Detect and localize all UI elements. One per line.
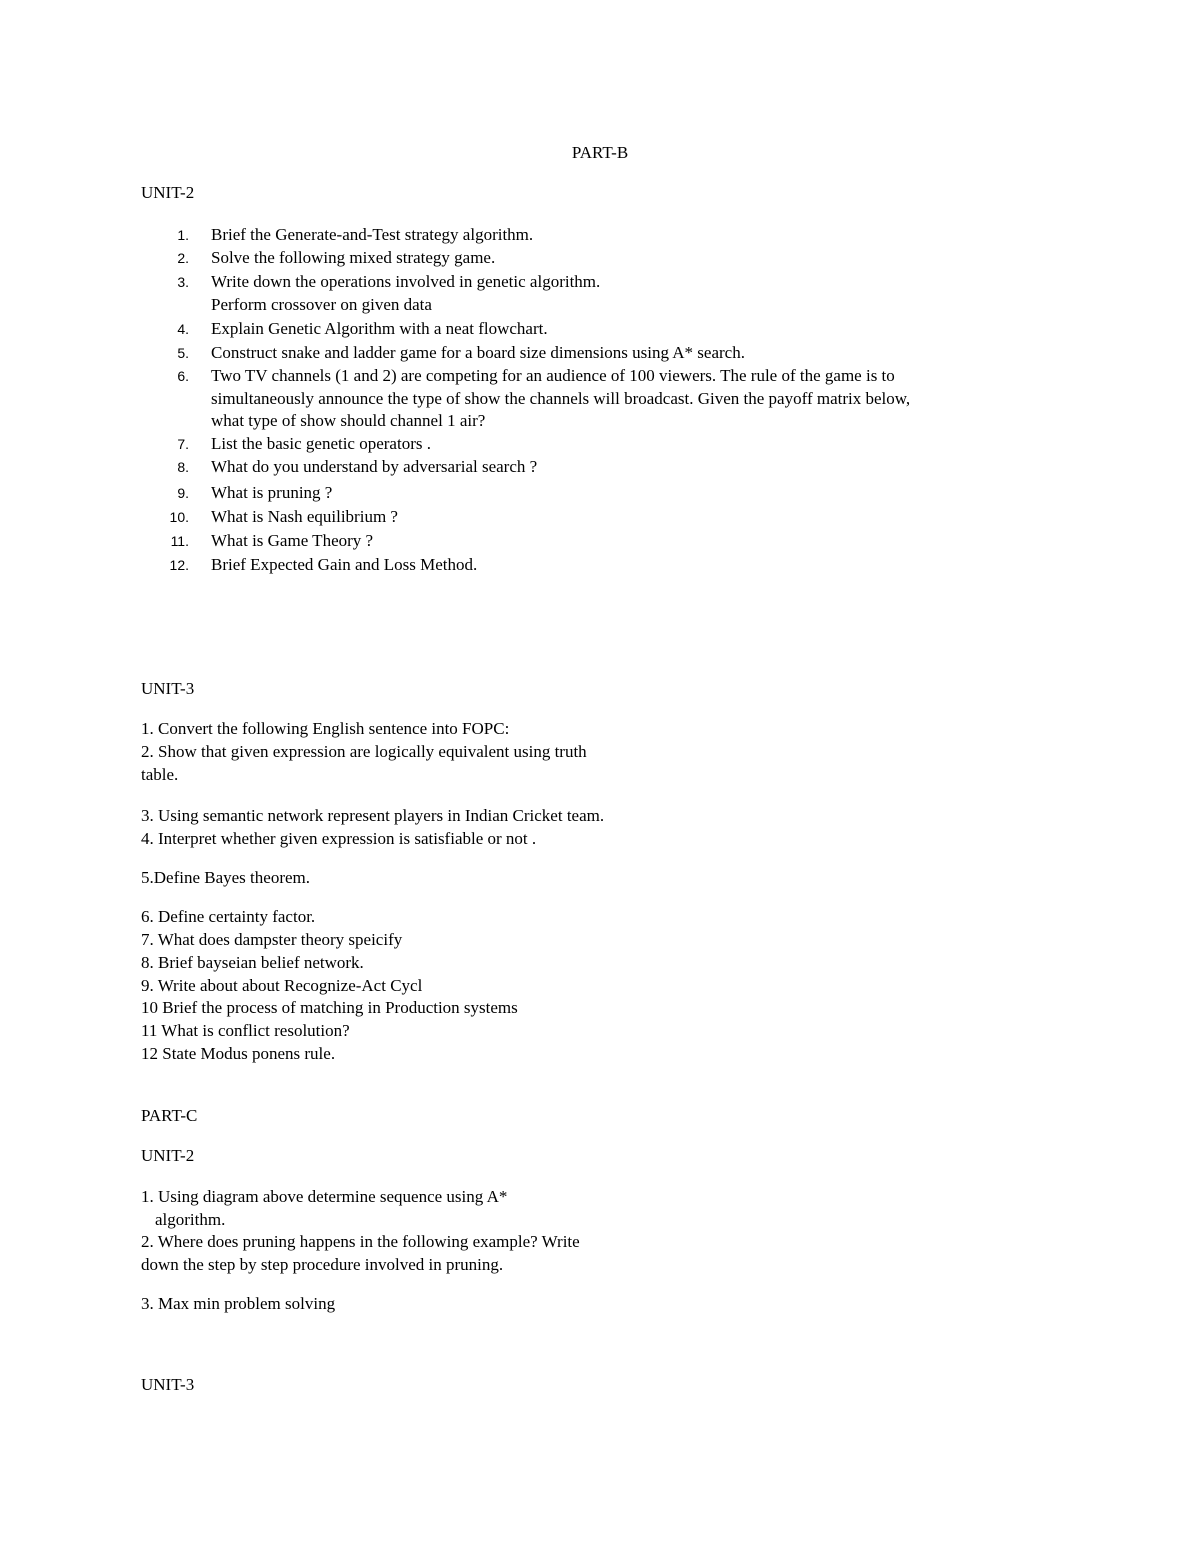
question-line: 7. What does dampster theory speicify	[141, 930, 403, 949]
question-line: table.	[141, 765, 179, 784]
list-number: 2.	[177, 250, 189, 266]
question-line: 3. Max min problem solving	[141, 1294, 336, 1313]
list-item: What is Nash equilibrium ?	[211, 507, 398, 526]
list-item: What do you understand by adversarial search ?	[211, 457, 538, 476]
list-item: What is Game Theory ?	[211, 531, 374, 550]
list-item-continuation: Perform crossover on given data	[211, 295, 432, 314]
list-number: 3.	[177, 274, 189, 290]
question-line: 2. Where does pruning happens in the following example? Write	[141, 1232, 580, 1251]
part-c-unit2-heading: UNIT-2	[141, 1146, 195, 1165]
question-line: 3. Using semantic network represent players in Indian Cricket team.	[141, 806, 605, 825]
question-line: 6. Define certainty factor.	[141, 907, 316, 926]
list-number: 11.	[170, 533, 189, 549]
list-item: What is pruning ?	[211, 483, 333, 502]
list-number: 10.	[169, 509, 189, 525]
question-line: 8. Brief bayseian belief network.	[141, 953, 364, 972]
question-line: 12 State Modus ponens rule.	[141, 1044, 336, 1063]
list-item: Brief the Generate-and-Test strategy algorithm.	[211, 225, 534, 244]
list-item: Brief Expected Gain and Loss Method.	[211, 555, 478, 574]
question-line: 1. Convert the following English sentence into FOPC:	[141, 719, 510, 738]
question-line: 1. Using diagram above determine sequence using A*	[141, 1187, 508, 1206]
question-line: 4. Interpret whether given expression is satisfiable or not .	[141, 829, 537, 848]
question-line: 2. Show that given expression are logically equivalent using truth	[141, 742, 587, 761]
list-number: 8.	[177, 459, 189, 475]
list-number: 1.	[177, 227, 189, 243]
list-item: Solve the following mixed strategy game.	[211, 248, 496, 267]
list-number: 6.	[177, 368, 189, 384]
part-b-unit3-heading: UNIT-3	[141, 679, 195, 698]
list-item: Write down the operations involved in genetic algorithm.	[211, 272, 601, 291]
list-item: List the basic genetic operators .	[211, 434, 431, 453]
part-c-title: PART-C	[141, 1106, 198, 1125]
question-line: 9. Write about about Recognize-Act Cycl	[141, 976, 423, 995]
part-c-unit3-heading: UNIT-3	[141, 1375, 195, 1394]
question-line: 11 What is conflict resolution?	[141, 1021, 350, 1040]
list-item: Two TV channels (1 and 2) are competing for an audience of 100 viewers. The rule of the game is to	[211, 366, 895, 385]
list-item-continuation: what type of show should channel 1 air?	[211, 411, 486, 430]
list-item: Explain Genetic Algorithm with a neat flowchart.	[211, 319, 548, 338]
list-number: 9.	[177, 485, 189, 501]
part-b-title: PART-B	[571, 143, 629, 162]
list-number: 5.	[177, 345, 189, 361]
question-line: 5.Define Bayes theorem.	[141, 868, 310, 887]
list-number: 4.	[177, 321, 189, 337]
list-number: 7.	[177, 436, 189, 452]
question-line: down the step by step procedure involved in pruning.	[141, 1255, 504, 1274]
list-item: Construct snake and ladder game for a board size dimensions using A* search.	[211, 343, 745, 362]
question-line: 10 Brief the process of matching in Production systems	[141, 998, 518, 1017]
part-b-unit2-heading: UNIT-2	[141, 183, 195, 202]
list-item-continuation: simultaneously announce the type of show the channels will broadcast. Given the payoff matrix below,	[211, 389, 911, 408]
list-number: 12.	[169, 557, 189, 573]
question-line: algorithm.	[155, 1210, 226, 1229]
